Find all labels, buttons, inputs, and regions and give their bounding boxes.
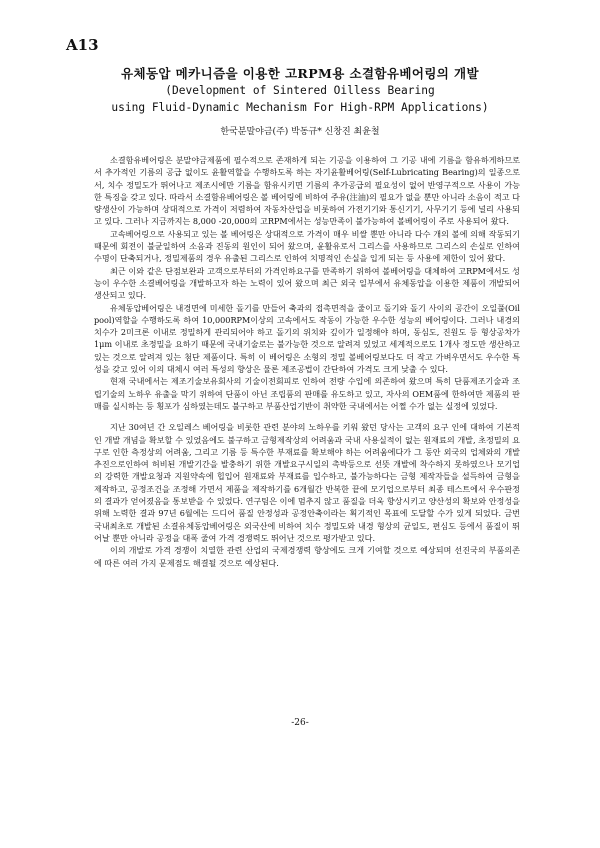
- paragraph: 현재 국내에서는 제조기술보유회사의 기술이전회피로 인하여 전량 수입에 의존하여 왔으며 특히 단품제조기술과 조립기술의 노하우 유출을 막기 위하여 단품이 아닌 조립품의 판매를 유도하고 있고, 자사의 OEM품에 한하여만 제품의 판매를 실시하는 등 횡포가 심하였는데도 불구하고 부품산업기반이 취약한 국내에서는 어쩔 수가 없는 실정에 있었다.: [94, 376, 520, 411]
- title-korean: 유체동압 메카니즘을 이용한 고RPM용 소결함유베어링의 개발: [121, 66, 479, 81]
- paragraph: 지난 30여년 간 오일레스 베어링을 비롯한 관련 분야의 노하우를 키워 왔던 당사는 고객의 요구 인에 대하여 기본적인 개발 개념을 확보할 수 있었음에도 불구하고 금형제작상의 어려움과 국내 사용실적이 없는 원재료의 개발, 초정밀의 요구로 인한 측정상의 어려움, 그리고 기름 등 특수한 부재료를 확보해야 하는 어려움에다가 그 동안 외국의 업체와의 개발추진으로인하여 허비된 개발기간을 발충하기 위한 개발요구시일의 촉박등으로 선뜻 개발에 착수하지 못하였으나 모기업의 강력한 개발요청과 지원약속에 힙입어 원재료와 부재료를 입수하고, 불가능하다는 금형 제작자들을 설득하여 금형을 제작하고, 공정조건을 조정해 가면서 제품을 제작하기를 6개월간 반복한 끝에 모기업으로부터 최종 테스트에서 우수판정의 결과가 얻어졌음을 통보받을 수 있었다. 연구팀은 이에 멈추지 않고 품질을 더욱 향상시키고 양산성의 확보와 안정성을 위해 노력한 결과 97년 6월에는 드디어 품질 안정성과 공정안축이라는 획기적인 목표에 도달할 수가 있게 되었다. 금번 국내최초로 개발된 소결유체동압베어링은 외국산에 비하여 치수 정밀도와 내경 형상의 균일도, 편심도 등에서 품질이 뛰어날 뿐만 아니라 공정을 대폭 줄여 가격 경쟁력도 뛰어난 것으로 평가받고 있다.: [94, 422, 520, 543]
- paragraph: 유체동압베어링은 내경면에 미세한 돌기를 만들어 축과의 접촉면적을 줄이고 돌기와 돌기 사이의 공간이 오일풀(Oil pool)역할을 수행하도록 하여 10,000RPM이상의 고속에서도 작동이 가능한 우수한 성능의 베어링이다. 그러나 내경의 치수가 2미크론 이내로 정밀하게 관리되어야 하고 돌기의 위치와 깊이가 일정해야 하며, 동심도, 진원도 등 형상공차가 1μm 이내로 초정밀을 요하기 때문에 국내기술로는 불가능한 것으로 알려져 있었고 세계적으로도 1개사 정도만 생산하고 있는 것으로 알려져 있는 첨단 제품이다. 특히 이 베어링은 소형의 정밀 볼베어링보다도 더 작고 가벼우면서도 우수한 특성을 갖고 있어 이의 대체시 여러 특성의 향상은 물론 제조공법이 간단하여 가격도 크게 낮출 수 있다.: [94, 302, 520, 375]
- page-number: -26-: [291, 718, 309, 728]
- paragraph: 고속베어링으로 사용되고 있는 볼 베어링은 상대적으로 가격이 매우 비쌀 뿐만 아니라 다수 개의 볼에 의해 작동되기 때문에 회전이 불균일하여 소음과 진동의 원인이 되어 왔으며, 윤활유로서 그리스를 사용하므로 그리스의 손실로 인하여 수명이 단축되거나, 정밀제품의 경우 유출된 그리스로 인하여 치명적인 손실을 입게 되는 등 사용에 제한이 있어 왔다.: [94, 228, 520, 264]
- paragraph: 최근 이와 같은 단점보완과 고객으로부터의 가격인하요구를 만족하기 위하여 볼베어링을 대체하여 고RPM에서도 성능이 우수한 소결베어링을 개발하고자 하는 노력이 있어 왔으며 최근 외국 일부에서 유체동압을 이용한 제품이 개발되어 생산되고 있다.: [94, 265, 520, 301]
- page-code: A13: [66, 36, 99, 54]
- body-text: [94, 154, 520, 569]
- paragraph: 이의 개발로 가격 경쟁이 치열한 관련 산업의 국제경쟁력 향상에도 크게 기여할 것으로 예상되며 선진국의 부품의존에 따른 여러 가지 문제점도 해결될 것으로 예상된다.: [94, 545, 520, 568]
- title-english-line1: (Development of Sintered Oilless Bearing: [165, 84, 435, 97]
- title-english-line2: using Fluid-Dynamic Mechanism For High-RPM Applications): [111, 101, 489, 114]
- paragraph: 소결함유베어링은 분말야금제품에 필수적으로 존재하게 되는 기공을 이용하여 그 기공 내에 기름을 함유하게하므로서 추가적인 기름의 공급 없이도 윤활역할을 수행하도록 하는 자기윤활베어링(Self-Lubricating Bearing)의 일종으로서, 치수 정밀도가 뛰어나고 제조시에만 기름을 함유시키면 기름의 추가공급의 필요성이 없어 반영구적으로 사용이 가능한 특징을 갖고 있다. 따라서 소결함유베어링은 볼 베어링에 비하여 주유(注油)의 필요가 없을 뿐만 아니라 소음이 적고 다량생산이 가능하며 상대적으로 가격이 저렴하여 자동차산업을 비롯하여 가전기기와 통신기기, 사무기기 등에 널리 사용되고 있다. 그러나 지금까지는 8,000 -20,000의 고RPM에서는 성능만족이 불가능하여 볼베어링이 주로 사용되어 왔다.: [94, 155, 520, 227]
- authors: 한국분말야금(주) 박동규* 신창진 최윤철: [220, 127, 380, 137]
